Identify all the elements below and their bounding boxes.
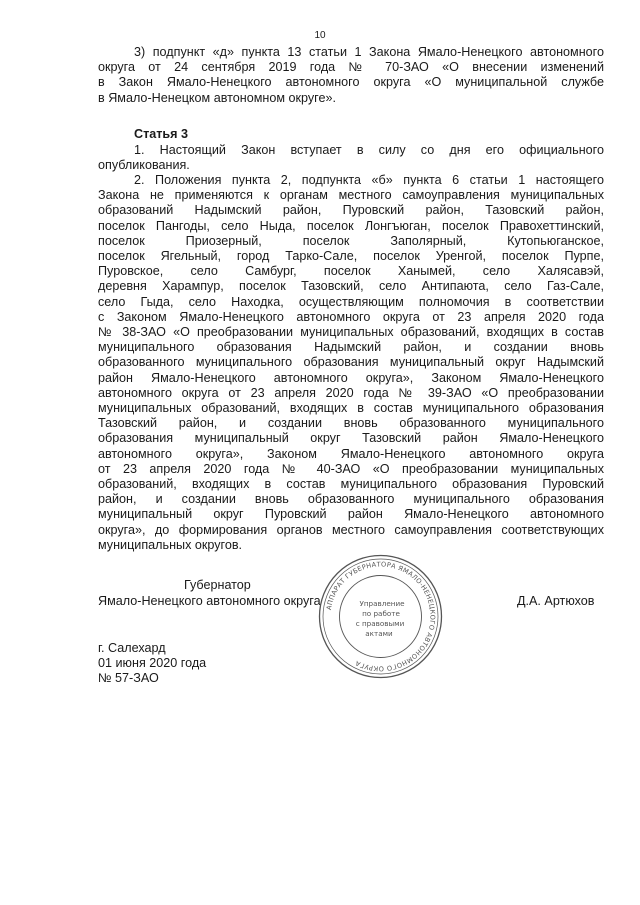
stamp-center-line: по работе bbox=[362, 609, 400, 618]
text-line: район, и создании вновь образованного муниципального образования bbox=[98, 492, 604, 507]
text-line: образования муниципальный округ Тазовский район Ямало-Ненецкого bbox=[98, 431, 604, 446]
text-line: № 38-ЗАО «О преобразовании муниципальных образований, входящих в состав bbox=[98, 325, 604, 340]
article-paragraph-1 bbox=[98, 143, 604, 173]
law-number: № 57-ЗАО bbox=[98, 671, 159, 685]
text-line: образованного муниципального образования муниципальный округ Надымский bbox=[98, 355, 604, 370]
article-paragraph-2 bbox=[98, 173, 604, 553]
text-line: деревня Харампур, поселок Тазовский, село Антипаюта, село Газ-Сале, bbox=[98, 279, 604, 294]
stamp-center-line: Управление bbox=[359, 599, 405, 608]
text-line: село Гыда, село Находка, осуществляющим полномочия в соответствии bbox=[98, 294, 604, 309]
text-line: Тазовский район, и создании вновь образованного муниципального bbox=[98, 416, 604, 431]
page-number: 10 bbox=[314, 30, 326, 41]
text-line: муниципальных округов. bbox=[98, 537, 243, 552]
signatory-name: Д.А. Артюхов bbox=[517, 594, 595, 608]
text-line: 1. Настоящий Закон вступает в силу со дня его официального bbox=[134, 143, 604, 157]
place: г. Салехард bbox=[98, 641, 166, 655]
text-line: опубликования. bbox=[98, 158, 190, 173]
text-line: Закона не применяются к органам местного самоуправления муниципальных bbox=[98, 188, 604, 203]
text-line: округа», до формирования органов местного самоуправления соответствующих bbox=[98, 522, 604, 537]
text-line: муниципального образования Надымский район, и создании вновь bbox=[98, 340, 604, 355]
text-line: поселок Приозерный, поселок Заполярный, Кутопьюганское, bbox=[98, 233, 604, 248]
text-line: 3) подпункт «д» пункта 13 статьи 1 Закона Ямало-Ненецкого автономного bbox=[134, 45, 604, 59]
signatory-title: Губернатор bbox=[184, 578, 251, 592]
text-line: образований Надымский район, Пуровский район, Тазовский район, bbox=[98, 203, 604, 218]
text-line: округа от 24 сентября 2019 года № 70-ЗАО «О внесении изменений bbox=[98, 60, 604, 75]
text-line: поселок Ягельный, город Тарко-Сале, поселок Уренгой, поселок Пурпе, bbox=[98, 249, 604, 264]
stamp-ring-text: АППАРАТ ГУБЕРНАТОРА ЯМАЛО-НЕНЕЦКОГО АВТОНОМНОГО ОКРУГА bbox=[324, 560, 437, 673]
text-line: поселок Пангоды, село Ныда, поселок Лонгъюган, поселок Правохеттинский, bbox=[98, 218, 604, 233]
text-line: автономного округа от 23 апреля 2020 года № 39-ЗАО «О преобразовании bbox=[98, 385, 604, 400]
text-line: образований, входящих в состав муниципального образования Пуровский bbox=[98, 477, 604, 492]
date: 01 июня 2020 года bbox=[98, 656, 207, 670]
text-line: с Законом Ямало-Ненецкого автономного округа от 23 апреля 2020 года bbox=[98, 309, 604, 324]
official-stamp bbox=[317, 553, 444, 680]
stamp-center-line: актами bbox=[365, 629, 393, 638]
item-3-paragraph bbox=[98, 45, 604, 106]
article-heading: Статья 3 bbox=[134, 127, 189, 141]
text-line: в Закон Ямало-Ненецкого автономного округа «О муниципальной службе bbox=[98, 75, 604, 90]
text-line: в Ямало-Ненецком автономном округе». bbox=[98, 90, 336, 105]
text-line: район Ямало-Ненецкого автономного округа», Законом Ямало-Ненецкого bbox=[98, 370, 604, 385]
stamp-center-line: с правовыми bbox=[355, 619, 405, 628]
text-line: муниципальный округ Пуровский район Ямало-Ненецкого автономного bbox=[98, 507, 604, 522]
signatory-organization: Ямало-Ненецкого автономного округа bbox=[98, 594, 321, 608]
text-line: от 23 апреля 2020 года № 40-ЗАО «О преобразовании муниципальных bbox=[98, 461, 604, 476]
text-line: 2. Положения пункта 2, подпункта «б» пункта 6 статьи 1 настоящего bbox=[134, 173, 604, 187]
text-line: автономного округа», Законом Ямало-Ненецкого автономного округа bbox=[98, 446, 604, 461]
text-line: муниципальных образований, входящих в состав муниципального образования bbox=[98, 401, 604, 416]
text-line: Пуровское, село Самбург, поселок Ханымей, село Халясавэй, bbox=[98, 264, 604, 279]
